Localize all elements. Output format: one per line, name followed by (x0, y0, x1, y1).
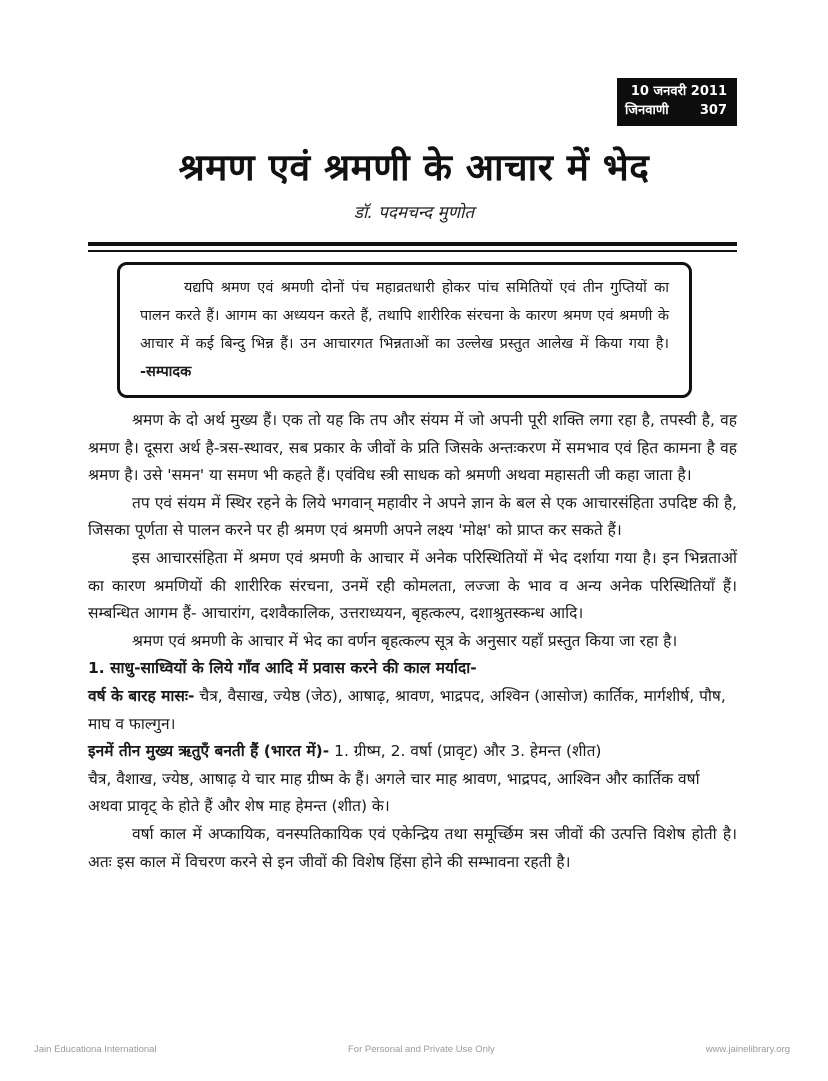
divider-thin (88, 250, 737, 252)
paragraph-3: इस आचारसंहिता में श्रमण एवं श्रमणी के आचार में अनेक परिस्थितियों में भेद दर्शाया गया है। इन भिन्नताओं का कारण श्रमणियों की शारीरिक संरचना, उनमें रही कोमलता, लज्जा के भाव व अन्य अनेक परिस्थितियाँ हैं। सम्बन्धित आगम हैं- आचारांग, दशवैकालिक, उत्तराध्ययन, बृहत्कल्प, दशाश्रुतस्कन्ध आदि। (88, 548, 737, 623)
page-number: 307 (699, 103, 727, 118)
monsoon-paragraph: वर्षा काल में अप्कायिक, वनस्पतिकायिक एवं एकेन्द्रिय तथा समूर्च्छिम त्रस जीवों की उत्पत्ति विशेष होती है। अतः इस काल में विचरण करने से इन जीवों की विशेष हिंसा होने की सम्भावना रहती है। (88, 824, 737, 871)
seasons-line (88, 738, 737, 766)
editor-signature: -सम्पादक (140, 364, 192, 380)
seasons-detail: चैत्र, वैशाख, ज्येष्ठ, आषाढ़ ये चार माह ग्रीष्म के हैं। अगले चार माह श्रावण, भाद्रपद, आश्विन और कार्तिक वर्षा अथवा प्रावृट् के होते हैं और शेष माह हेमन्त (शीत) के। (88, 769, 700, 816)
paragraph-4: श्रमण एवं श्रमणी के आचार में भेद का वर्णन बृहत्कल्प सूत्र के अनुसार यहाँ प्रस्तुत किया जा रहा है। (132, 631, 678, 650)
footer-link[interactable]: www.jainelibrary.org (705, 1044, 790, 1055)
months-text: चैत्र, वैसाख, ज्येष्ठ (जेठ), आषाढ़, श्रावण, भाद्रपद, अश्विन (आसोज) कार्तिक, मार्गशीर्ष, पौष, माघ व फाल्गुन। (88, 686, 726, 733)
paragraph-1: श्रमण के दो अर्थ मुख्य हैं। एक तो यह कि तप और संयम में जो अपनी पूरी शक्ति लगा रहा है, तपस्वी है, वह श्रमण है। दूसरा अर्थ है-त्रस-स्थावर, सब प्रकार के जीवों के प्रति जिसके अन्तःकरण में समभाव एवं हित कामना है वह श्रमण है। उसे 'समन' या समण भी कहते हैं। एवंविध स्त्री साधक को श्रमणी अथवा महासती जी कहा जाता है। (88, 411, 737, 485)
publication-name: जिनवाणी (625, 103, 669, 118)
months-label: वर्ष के बारह मासः- (88, 686, 195, 705)
seasons-label: इनमें तीन मुख्य ऋतुएँ बनती हैं (भारत में)- (88, 742, 330, 761)
months-line (88, 683, 737, 738)
editor-note-box (117, 262, 692, 398)
editor-note-text: यद्यपि श्रमण एवं श्रमणी दोनों पंच महाव्रतधारी होकर पांच समितियों एवं तीन गुप्तियों का पालन करते हैं। आगम का अध्ययन करते हैं, तथापि शारीरिक संरचना के कारण श्रमण एवं श्रमणी के आचार में कई बिन्दु भिन्न हैं। उन आचारगत भिन्नताओं का उल्लेख प्रस्तुत आलेख में किया गया है। (140, 280, 669, 352)
paragraph-2: तप एवं संयम में स्थिर रहने के लिये भगवान् महावीर ने अपने ज्ञान के बल से एक आचारसंहिता उपदिष्ट की है, जिसका पूर्णता से पालन करने पर ही श्रमण एवं श्रमणी अपने लक्ष्य 'मोक्ष' को प्राप्त कर सकते हैं। (88, 493, 737, 540)
article-author: डॉ. पदमचन्द मुणोत (353, 203, 475, 223)
section-1-heading: 1. साधु-साध्वियों के लिये गाँव आदि में प्रवास करने की काल मर्यादा- (88, 659, 477, 678)
divider-thick (88, 242, 737, 246)
footer-left: Jain Educationa International (34, 1044, 157, 1055)
article-title: श्रमण एवं श्रमणी के आचार में भेद (178, 146, 650, 189)
footer-center: For Personal and Private Use Only (348, 1044, 495, 1055)
article-body (88, 407, 737, 876)
issue-label (617, 78, 737, 126)
seasons-text: 1. ग्रीष्म, 2. वर्षा (प्रावृट) और 3. हेमन्त (शीत) (329, 742, 602, 761)
issue-date: 10 जनवरी 2011 (630, 84, 727, 99)
